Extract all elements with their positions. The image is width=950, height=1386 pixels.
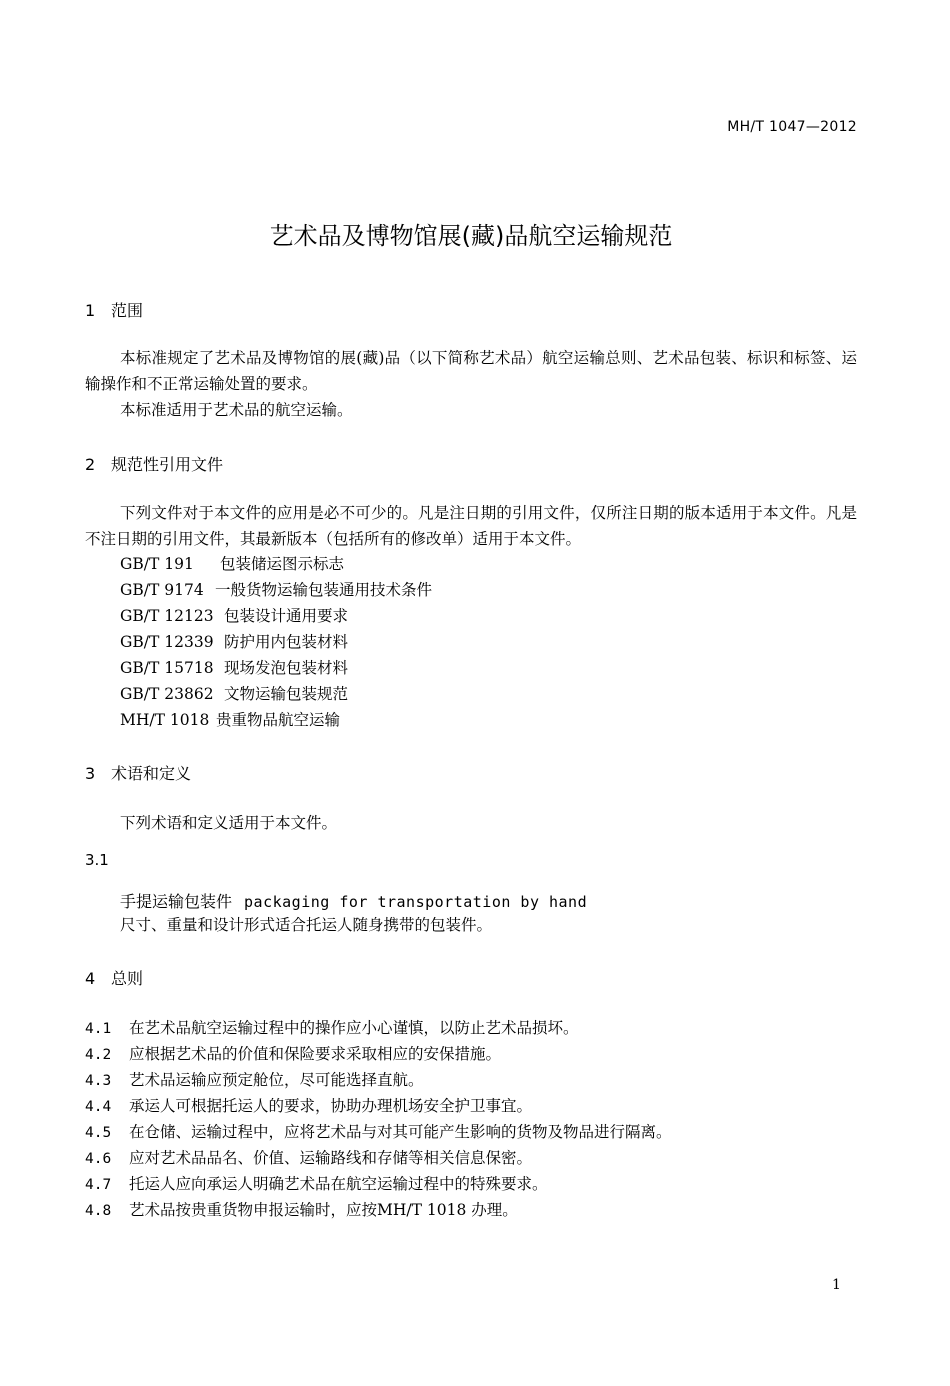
- document-title: 艺术品及博物馆展(藏)品航空运输规范: [269, 222, 673, 250]
- clause-text: 在艺术品航空运输过程中的操作应小心谨慎，以防止艺术品损坏。: [129, 1019, 579, 1037]
- section-2-heading: [85, 452, 223, 475]
- section-1-paragraph-1: 本标准规定了艺术品及博物馆的展(藏)品（以下简称艺术品）航空运输总则、艺术品包装、标识和标签、运输操作和不正常运输处置的要求。: [85, 349, 857, 393]
- section-1-paragraph-2: 本标准适用于艺术品的航空运输。: [120, 401, 353, 419]
- clause-text: 应根据艺术品的价值和保险要求采取相应的安保措施。: [129, 1045, 502, 1063]
- clause-number: 4.3: [85, 1073, 112, 1089]
- section-3-intro: 下列术语和定义适用于本文件。: [120, 814, 338, 832]
- section-title: 总则: [111, 969, 144, 988]
- term-name-cn: 手提运输包装件: [120, 892, 233, 911]
- clause-number: 4.7: [85, 1177, 112, 1193]
- clause-text: 承运人可根据托运人的要求，协助办理机场安全护卫事宜。: [129, 1097, 533, 1115]
- clause-item: [85, 1041, 501, 1068]
- reference-code: GB/T 23862: [120, 685, 214, 703]
- term-name: [120, 889, 587, 912]
- reference-title: 包装储运图示标志: [220, 555, 345, 573]
- section-1-heading: [85, 298, 143, 321]
- reference-item: [120, 551, 344, 577]
- section-number: 4: [85, 969, 96, 988]
- clause-item: [85, 1197, 518, 1224]
- clause-number: 4.8: [85, 1203, 112, 1219]
- section-title: 范围: [111, 301, 144, 320]
- clause-text: 在仓储、运输过程中，应将艺术品与对其可能产生影响的货物及物品进行隔离。: [129, 1123, 672, 1141]
- section-4-heading: [85, 966, 143, 989]
- reference-code: GB/T 9174: [120, 581, 204, 599]
- reference-item: [120, 655, 348, 681]
- term-name-en: packaging for transportation by hand: [244, 893, 588, 911]
- reference-item: [120, 681, 348, 707]
- reference-code: GB/T 15718: [120, 659, 214, 677]
- reference-title: 贵重物品航空运输: [216, 711, 341, 729]
- reference-title: 包装设计通用要求: [224, 607, 349, 625]
- clause-text: 艺术品按贵重货物申报运输时，应按MH/T 1018 办理。: [129, 1201, 518, 1219]
- page-number: 1: [832, 1277, 841, 1293]
- clause-text: 托运人应向承运人明确艺术品在航空运输过程中的特殊要求。: [129, 1175, 548, 1193]
- standard-number: MH/T 1047—2012: [727, 119, 857, 135]
- clause-item: [85, 1171, 548, 1198]
- reference-title: 防护用内包装材料: [224, 633, 349, 651]
- reference-title: 一般货物运输包装通用技术条件: [215, 581, 433, 599]
- reference-item: [120, 577, 432, 603]
- reference-item: [120, 629, 348, 655]
- section-number: 3: [85, 764, 96, 783]
- reference-item: [120, 707, 340, 733]
- reference-code: GB/T 12339: [120, 633, 214, 651]
- term-definition: 尺寸、重量和设计形式适合托运人随身携带的包装件。: [120, 916, 493, 934]
- clause-number: 4.5: [85, 1125, 112, 1141]
- section-title: 术语和定义: [111, 764, 192, 783]
- clause-text: 艺术品运输应预定舱位，尽可能选择直航。: [129, 1071, 424, 1089]
- section-3-heading: [85, 761, 191, 784]
- clause-number: 4.2: [85, 1047, 112, 1063]
- clause-item: [85, 1015, 579, 1042]
- clause-item: [85, 1119, 672, 1146]
- clause-number: 4.4: [85, 1099, 112, 1115]
- clause-item: [85, 1093, 532, 1120]
- term-number: 3.1: [85, 851, 109, 869]
- reference-title: 文物运输包装规范: [224, 685, 349, 703]
- section-title: 规范性引用文件: [111, 455, 224, 474]
- clause-number: 4.6: [85, 1151, 112, 1167]
- clause-text: 应对艺术品品名、价值、运输路线和存储等相关信息保密。: [129, 1149, 533, 1167]
- section-2-intro: 下列文件对于本文件的应用是必不可少的。凡是注日期的引用文件，仅所注日期的版本适用于本文件。凡是不注日期的引用文件，其最新版本（包括所有的修改单）适用于本文件。: [85, 504, 857, 548]
- section-number: 2: [85, 455, 96, 474]
- clause-number: 4.1: [85, 1021, 112, 1037]
- reference-item: [120, 603, 348, 629]
- clause-item: [85, 1145, 532, 1172]
- reference-code: MH/T 1018: [120, 711, 210, 729]
- clause-item: [85, 1067, 424, 1094]
- reference-code: GB/T 12123: [120, 607, 214, 625]
- reference-code: GB/T 191: [120, 555, 194, 573]
- section-number: 1: [85, 301, 96, 320]
- reference-title: 现场发泡包装材料: [224, 659, 349, 677]
